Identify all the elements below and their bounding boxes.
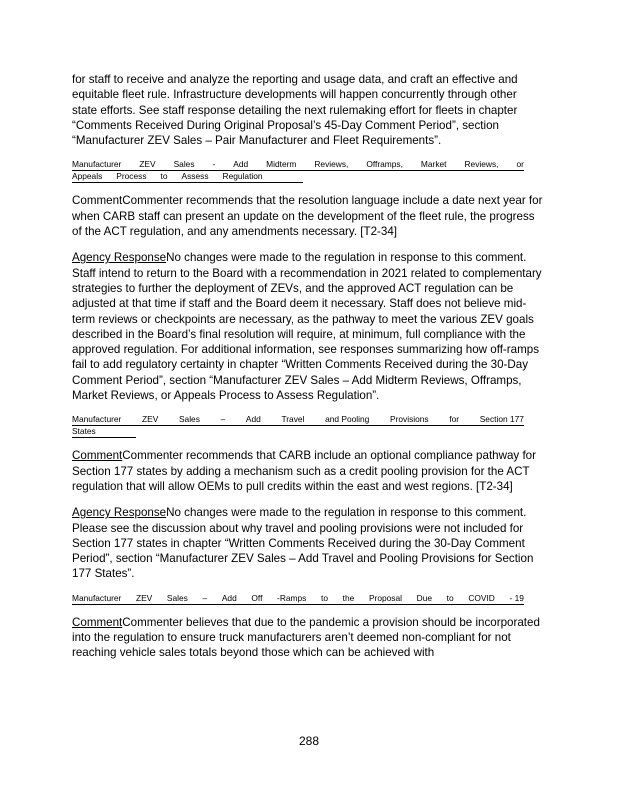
response-label: Agency Response (72, 251, 167, 265)
comment-label: Comment (72, 449, 123, 463)
comment-paragraph: CommentCommenter recommends that CARB include an optional compliance pathway for Section 177 states by adding a mechanism such as a credit pooling provision for the ACT regulation that will allow OEMs to pull credits within the east and west regions. [T2-34] (72, 449, 536, 493)
comment-paragraph: CommentCommenter believes that due to the pandemic a provision should be incorporated into the regulation to ensure truck manufacturers aren’t deemed non-compliant for not reaching vehicle sales totals beyond those which can be achieved with (72, 615, 540, 660)
response-label: Agency Response (72, 506, 167, 520)
document-page (72, 72, 544, 672)
heading-line: States (72, 426, 136, 438)
heading-line: Manufacturer ZEV Sales – Add Off -Ramps to the Proposal Due to COVID - 19 (72, 592, 524, 603)
heading-line: Manufacturer ZEV Sales – Add Travel and Pooling Provisions for Section 177 (72, 414, 524, 425)
comment-label: Comment (72, 615, 123, 629)
intro-paragraph: for staff to receive and analyze the reporting and usage data, and craft an effective and equitable fleet rule. Infrastructure developments will happen concurrently through other state efforts. See staff response detailing the next rulemaking effort for fleets in chapter “Comments Received During Original Proposal’s 45-Day Comment Period”, section “Manufacturer ZEV Sales – Pair Manufacturer and Fleet Requirements”. (72, 73, 518, 148)
section-heading (72, 159, 524, 183)
heading-line: Manufacturer ZEV Sales - Add Midterm Reviews, Offramps, Market Reviews, or (72, 159, 524, 170)
comment-paragraph: CommentCommenter recommends that the resolution language include a date next year for when CARB staff can present an update on the development of the fleet rule, the progress of the ACT regulation, and any amendments necessary. [T2-34] (72, 194, 543, 239)
agency-response-paragraph: Agency ResponseNo changes were made to the regulation in response to this comment. Staff intend to return to the Board with a recommendation in 2021 related to complementary strategies to further the deployment of ZEVs, and the approved ACT regulation can be adjusted at that time if staff and the Board deem it necessary. Staff does not believe mid-term reviews or checkpoints are necessary, as the pathway to meet the various ZEV goals described in the Board’s final resolution will require, at minimum, full compliance with the approved regulation. For additional information, see responses summarizing how off-ramps fail to add regulatory certainty in chapter “Written Comments Received during the 30-Day Comment Period”, section “Manufacturer ZEV Sales – Add Midterm Reviews, Offramps, Market Reviews, or Appeals Process to Assess Regulation”. (72, 251, 542, 403)
agency-response-paragraph: Agency ResponseNo changes were made to the regulation in response to this comment. Please see the discussion about why travel and pooling provisions were not included for Section 177 states in chapter “Written Comments Received during the 30-Day Comment Period”, section “Manufacturer ZEV Sales – Add Travel and Pooling Provisions for Section 177 States”. (72, 506, 534, 581)
heading-line: Appeals Process to Assess Regulation (72, 171, 303, 183)
page-number: 288 (298, 734, 320, 748)
section-heading (72, 593, 524, 605)
section-heading (72, 414, 524, 438)
